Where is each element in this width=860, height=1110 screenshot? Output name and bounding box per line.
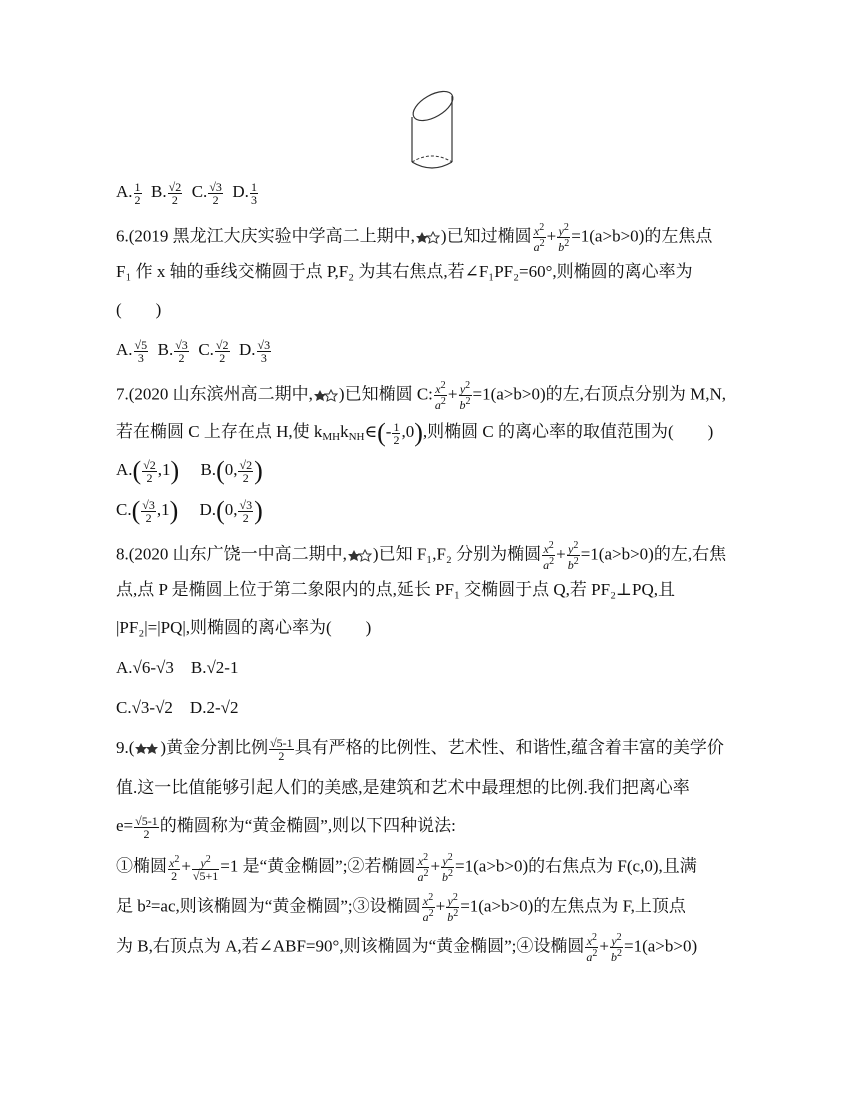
difficulty-star-icon	[347, 549, 373, 563]
q9-line6: 为 B,右顶点为 A,若∠ABF=90°,则该椭圆为“黄金椭圆”;④设椭圆 $\frac{x^2}{a^2}$ + $\frac{y^2}{b^2}$ =1(a>b>0)	[116, 932, 698, 964]
q7-line2: 若在椭圆 C 上存在点 H,使 $k_{MH}k_{NH}\in(-$ $\frac{1}{2}$ ,0),则椭圆 C 的离心率的取值范围为( )	[116, 418, 714, 448]
q5-options: A. $\frac{1}{2}$ B. $\frac{√2}{2}$ C. $\frac{√3}{2}$ D. $\frac{1}{3}$	[116, 179, 257, 207]
difficulty-star-icon	[134, 742, 160, 756]
q8-options-ab: A.√6-√3 B.√2-1	[116, 658, 239, 677]
q8-line2: 点,点 P 是椭圆上位于第二象限内的点,延长 PF₁ 交椭圆于点 Q,若 PF₂⊥PQ,且	[116, 580, 675, 599]
q6-line2: F₁ 作 x 轴的垂线交椭圆于点 P,F₂ 为其右焦点,若∠F₁PF₂=60°,则椭圆的离心率为	[116, 262, 693, 281]
difficulty-star-icon	[313, 389, 339, 403]
q9-line1: 9.( )黄金分割比例 $\frac{√5-1}{2}$ 具有严格的比例性、艺术性、和谐性,蕴含着丰富的美学价	[116, 735, 724, 763]
q7-options-cd: C.( $\frac{√3}{2}$ ,1) D.(0, $\frac{√3}{2}$ )	[116, 496, 263, 526]
q6-line1: 6.(2019 黑龙江大庆实验中学高二上期中, )已知过椭圆 $\frac{x^2}{a^2}$ + $\frac{y^2}{b^2}$ =1(a>b>0)的左焦点	[116, 222, 713, 254]
q9-line3: e= $\frac{√5-1}{2}$ 的椭圆称为“黄金椭圆”,则以下四种说法:	[116, 813, 456, 841]
q7-line1: 7.(2020 山东滨州高二期中, )已知椭圆 C: $\frac{x^2}{a^2}$ + $\frac{y^2}{b^2}$ =1(a>b>0)的左,右顶点分别为 M,N,	[116, 380, 727, 412]
cylinder-figure	[404, 84, 462, 174]
q6-line3: ( )	[116, 300, 162, 319]
q8-options-cd: C.√3-√2 D.2-√2	[116, 698, 239, 717]
q9-line5: 足 b²=ac,则该椭圆为“黄金椭圆”;③设椭圆 $\frac{x^2}{a^2}$ + $\frac{y^2}{b^2}$ =1(a>b>0)的左焦点为 F,上顶点	[116, 892, 686, 924]
q9-line4: ①椭圆 $\frac{x^2}{2}$ + $\frac{y^2}{√5+1}$ =1 是“黄金椭圆”;②若椭圆 $\frac{x^2}{a^2}$ + $\frac{y^2}{b^2}$ =1(a>b>0)的右焦点为 F(c,0),且满	[116, 852, 697, 884]
q6-options: A. $\frac{√5}{3}$ B. $\frac{√3}{2}$ C. $\frac{√2}{2}$ D. $\frac{√3}{3}$	[116, 337, 271, 365]
q7-options-ab: A.( $\frac{√2}{2}$ ,1) B.(0, $\frac{√2}{2}$ )	[116, 456, 263, 486]
q8-line3: |PF₂|=|PQ|,则椭圆的离心率为( )	[116, 618, 372, 637]
difficulty-star-icon	[415, 231, 441, 245]
q9-line2: 值.这一比值能够引起人们的美感,是建筑和艺术中最理想的比例.我们把离心率	[116, 778, 690, 797]
q8-line1: 8.(2020 山东广饶一中高二期中, )已知 F₁,F₂ 分别为椭圆 $\frac{x^2}{a^2}$ + $\frac{y^2}{b^2}$ =1(a>b>0)的左,右焦	[116, 540, 727, 572]
